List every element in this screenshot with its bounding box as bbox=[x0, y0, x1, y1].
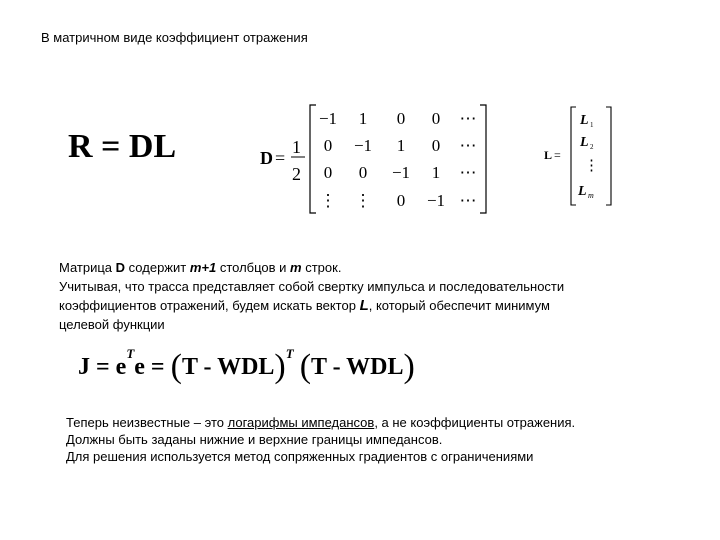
underlined-text: логарифмы импедансов bbox=[227, 415, 375, 430]
text: столбцов и bbox=[216, 260, 291, 275]
matrix-cell: 0 bbox=[323, 163, 333, 182]
matrix-cell: ⋯ bbox=[459, 191, 477, 210]
equation-part: T - WDL bbox=[311, 354, 404, 380]
text: коэффициентов отражений, будем искать вектор bbox=[59, 298, 360, 313]
text: , а не коэффициенты отражения. bbox=[374, 415, 576, 430]
matrix-cell: ⋯ bbox=[459, 163, 477, 182]
vector-subscript: m bbox=[588, 191, 594, 200]
vector-element: L bbox=[578, 184, 587, 199]
matrix-d-equals: = bbox=[275, 148, 286, 168]
matrix-cell: −1 bbox=[318, 109, 338, 128]
paragraph-solution-method bbox=[66, 414, 666, 465]
matrix-cell: 0 bbox=[431, 136, 441, 155]
vector-element: L bbox=[580, 113, 589, 128]
matrix-cell: 1 bbox=[358, 109, 368, 128]
right-bracket bbox=[606, 107, 611, 205]
vector-subscript: 1 bbox=[590, 121, 594, 129]
matrix-d-svg bbox=[258, 100, 508, 218]
matrix-cell: ⋮ bbox=[319, 191, 337, 210]
matrix-cell: ⋯ bbox=[459, 109, 477, 128]
matrix-d-label: D bbox=[260, 148, 273, 168]
vector-l-equals: = bbox=[554, 148, 561, 162]
vector-element: L bbox=[580, 135, 589, 150]
matrix-cell: −1 bbox=[391, 163, 411, 182]
matrix-cell: −1 bbox=[353, 136, 373, 155]
matrix-cell: 0 bbox=[396, 191, 406, 210]
left-bracket bbox=[310, 105, 316, 213]
equation-objective-function bbox=[78, 345, 415, 383]
matrix-cell: 0 bbox=[323, 136, 333, 155]
transpose-superscript: T bbox=[126, 346, 135, 361]
matrix-cell: −1 bbox=[426, 191, 446, 210]
fraction-numerator: 1 bbox=[292, 137, 301, 157]
matrix-cell: 0 bbox=[396, 109, 406, 128]
bold-italic-text: m bbox=[290, 260, 302, 275]
text: Матрица bbox=[59, 260, 116, 275]
matrix-cell: 1 bbox=[431, 163, 441, 182]
text: содержит bbox=[125, 260, 190, 275]
matrix-cell: 0 bbox=[431, 109, 441, 128]
paragraph-line: Учитывая, что трасса представляет собой свертку импульса и последовательности bbox=[59, 279, 565, 294]
left-paren: ( bbox=[170, 348, 182, 385]
equation-part: T - WDL bbox=[181, 354, 275, 380]
matrix-cell: 0 bbox=[358, 163, 368, 182]
vector-ellipsis: ⋮ bbox=[584, 158, 599, 174]
vector-l bbox=[542, 104, 614, 208]
paragraph-line: целевой функции bbox=[59, 317, 165, 332]
matrix-cell: ⋯ bbox=[459, 136, 477, 155]
equation-part: J = e bbox=[78, 354, 127, 380]
bold-italic-text: m+1 bbox=[189, 260, 217, 275]
bold-italic-text: L bbox=[359, 297, 369, 314]
matrix-cell: ⋮ bbox=[354, 191, 372, 210]
equation-r-dl: R = DL bbox=[68, 128, 177, 165]
matrix-cell: 1 bbox=[396, 136, 406, 155]
left-paren: ( bbox=[299, 348, 312, 385]
vector-l-svg bbox=[542, 104, 614, 208]
paragraph-line: Для решения используется метод сопряженных градиентов с ограничениями bbox=[66, 449, 534, 464]
fraction-denominator: 2 bbox=[292, 164, 301, 184]
right-paren: ) bbox=[403, 348, 415, 385]
right-paren: ) bbox=[274, 348, 286, 385]
text: строк. bbox=[301, 260, 342, 275]
matrix-d bbox=[258, 100, 508, 218]
equation-part: e = bbox=[134, 354, 171, 380]
vector-subscript: 2 bbox=[590, 143, 594, 151]
vector-l-label: L bbox=[544, 148, 553, 162]
paragraph-line bbox=[66, 414, 666, 431]
heading: В матричном виде коэффициент отражения bbox=[41, 30, 308, 45]
left-bracket bbox=[571, 107, 576, 205]
transpose-superscript: T bbox=[285, 346, 294, 361]
right-bracket bbox=[480, 105, 486, 213]
text: Теперь неизвестные – это bbox=[66, 415, 228, 430]
text: , который обеспечит минимум bbox=[368, 298, 550, 313]
paragraph-matrix-description bbox=[59, 258, 659, 334]
paragraph-line bbox=[59, 258, 659, 277]
bold-text: D bbox=[115, 260, 126, 275]
paragraph-line: Должны быть заданы нижние и верхние границы импедансов. bbox=[66, 432, 443, 447]
paragraph-line bbox=[59, 296, 659, 315]
